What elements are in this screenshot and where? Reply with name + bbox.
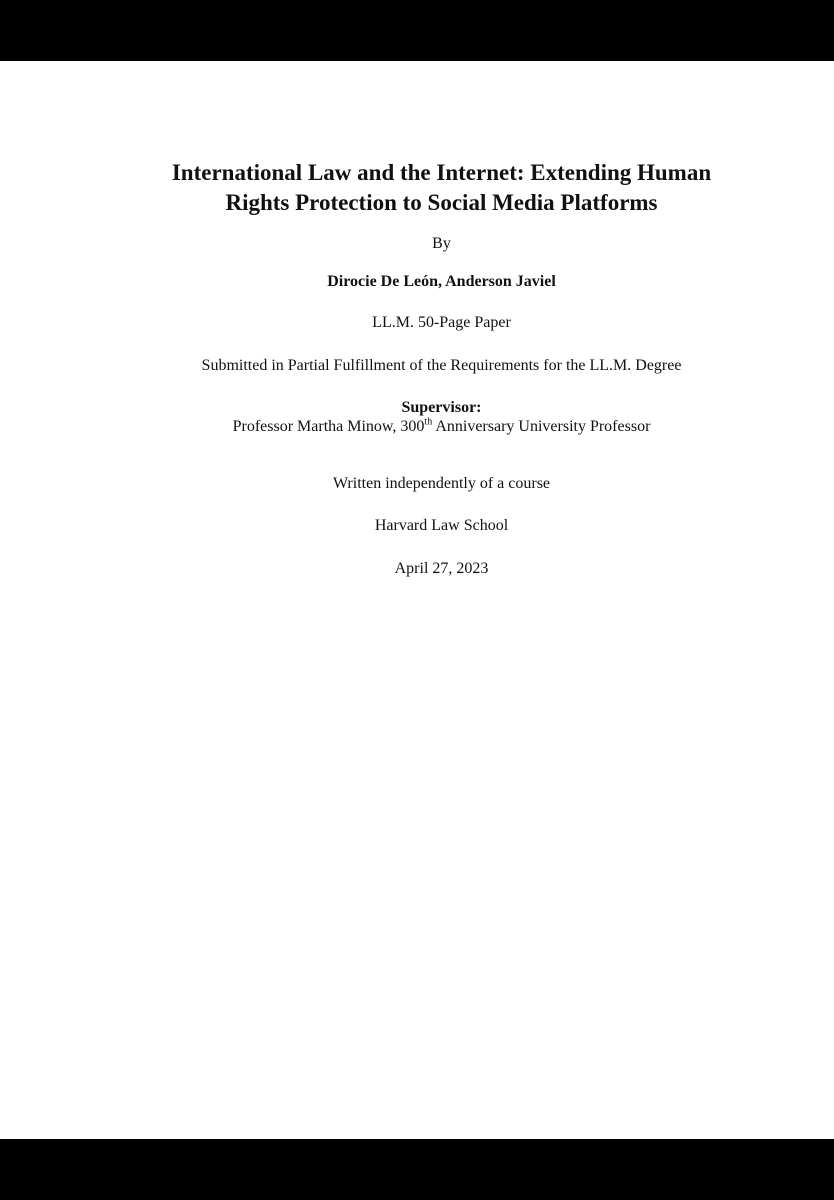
title-line-1: International Law and the Internet: Extending Human (171, 160, 712, 185)
title-line-2: Rights Protection to Social Media Platforms (225, 190, 658, 215)
course-note: Written independently of a course (332, 475, 551, 492)
supervisor-name-prefix: Professor Martha Minow, 300 (232, 418, 425, 435)
supervisor-title-suffix: Anniversary University Professor (432, 418, 651, 435)
institution: Harvard Law School (374, 517, 509, 534)
author-name: Dirocie De León, Anderson Javiel (327, 273, 556, 290)
supervisor-name (0, 417, 834, 437)
supervisor-ordinal: th (424, 416, 433, 428)
paper-type: LL.M. 50-Page Paper (372, 314, 511, 331)
submission-statement: Submitted in Partial Fulfillment of the Requirements for the LL.M. Degree (201, 357, 682, 374)
by-line: By (432, 235, 451, 252)
document-page (0, 61, 834, 1139)
date: April 27, 2023 (394, 560, 489, 577)
supervisor-heading: Supervisor: (401, 399, 482, 416)
